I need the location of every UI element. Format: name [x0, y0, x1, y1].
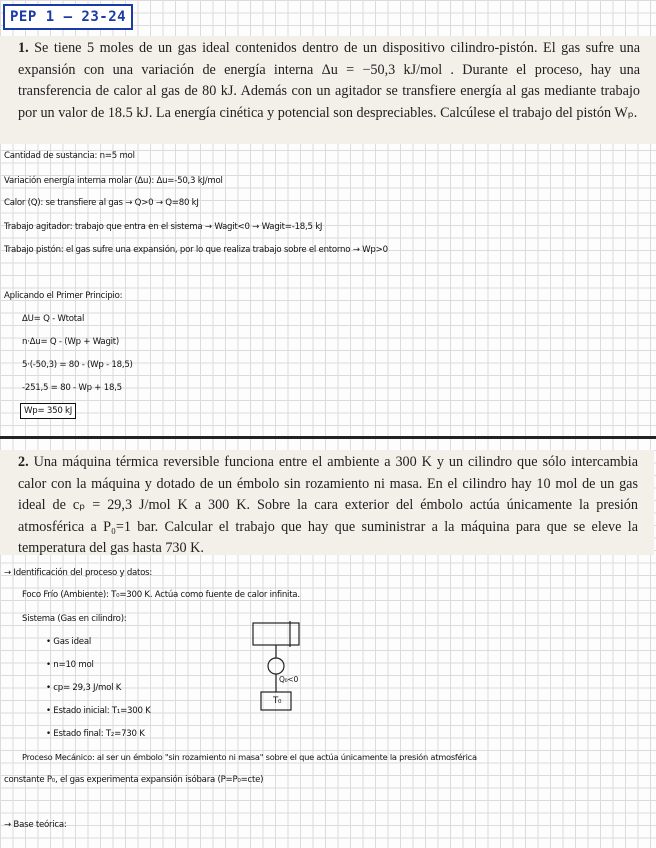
first-principle-heading: Aplicando el Primer Principio:	[4, 291, 123, 301]
problem-1-text: Se tiene 5 moles de un gas ideal contenidos dentro de un dispositivo cilindro-pistón. El gas sufre una expansión con una variación de energía interna Δu = −50,3 kJ/mol . Durante el proceso, hay una transferencia de calor al gas de 80 kJ. Además con un agitador se transfiere energía al gas mediante trabajo por un valor de 18.5 kJ. La energía cinética y potencial son despreciables. Calcúlese el trabajo del pistón Wₚ.	[18, 40, 640, 121]
cold-focus-note: Foco Frío (Ambiente): T₀=300 K. Actúa como fuente de calor infinita.	[22, 590, 300, 600]
note-stirrer-work: Trabajo agitador: trabajo que entra en el sistema → Wagit<0 → Wagit=-18,5 kJ	[4, 222, 323, 232]
system-item-cp: • cp= 29,3 J/mol K	[46, 683, 122, 693]
system-item-final: • Estado final: T₂=730 K	[46, 729, 145, 739]
problem-2-number: 2.	[18, 454, 29, 470]
problem-2-text: Una máquina térmica reversible funciona entre el ambiente a 300 K y un cilindro que sólo intercambia calor con la máquina y dotado de un émbolo sin rozamiento ni masa. En el cilindro hay 10 mol de un gas ideal de cₚ = 29,3 J/mol K a 300 K. Sobre la cara exterior del émbolo actúa únicamente la presión atmosférica a P₀=1 bar. Calcular el trabajo que hay que suministrar a la máquina para que se eleve la temperatura del gas hasta 730 K.	[18, 454, 639, 556]
problem-2-statement	[0, 450, 654, 555]
equation-2: n·Δu= Q - (Wp + Wagit)	[22, 337, 120, 347]
note-heat: Calor (Q): se transfiere al gas → Q>0 → Q=80 kJ	[4, 198, 199, 208]
process-note-line-1: Proceso Mecánico: al ser un émbolo "sin rozamiento ni masa" sobre el que actúa únicamente la presión atmosférica	[22, 752, 477, 762]
system-item-initial: • Estado inicial: T₁=300 K	[46, 706, 151, 716]
equation-4: -251,5 = 80 - Wp + 18,5	[22, 383, 122, 393]
equation-3: 5·(-50,3) = 80 - (Wp - 18,5)	[22, 360, 133, 370]
system-heading: Sistema (Gas en cilindro):	[22, 614, 127, 624]
cylinder-shape	[253, 623, 299, 645]
engine-circle	[268, 658, 284, 674]
problem-1-number: 1.	[18, 40, 29, 56]
equation-1: ΔU= Q - Wtotal	[22, 314, 85, 324]
result-box: Wp= 350 kJ	[20, 403, 76, 419]
note-amount: Cantidad de sustancia: n=5 mol	[4, 151, 135, 161]
note-energy: Variación energía interna molar (Δu): Δu=-50,3 kJ/mol	[4, 176, 223, 186]
system-item-gas: • Gas ideal	[46, 637, 91, 647]
system-item-moles: • n=10 mol	[46, 660, 94, 670]
process-note-line-2: constante P₀, el gas experimenta expansión isóbara (P=P₀=cte)	[4, 775, 264, 785]
theory-heading: → Base teórica:	[4, 820, 67, 830]
identification-heading: → Identificación del proceso y datos:	[4, 568, 153, 578]
page-title: PEP 1 – 23-24	[3, 4, 133, 30]
section-divider	[0, 436, 656, 439]
heat-arrow-label: Q₀<0	[279, 675, 298, 684]
reservoir-label: T₀	[273, 696, 282, 706]
note-piston-work: Trabajo pistón: el gas sufre una expansión, por lo que realiza trabajo sobre el entorno → Wp>0	[4, 245, 388, 255]
problem-1-statement	[0, 36, 656, 144]
